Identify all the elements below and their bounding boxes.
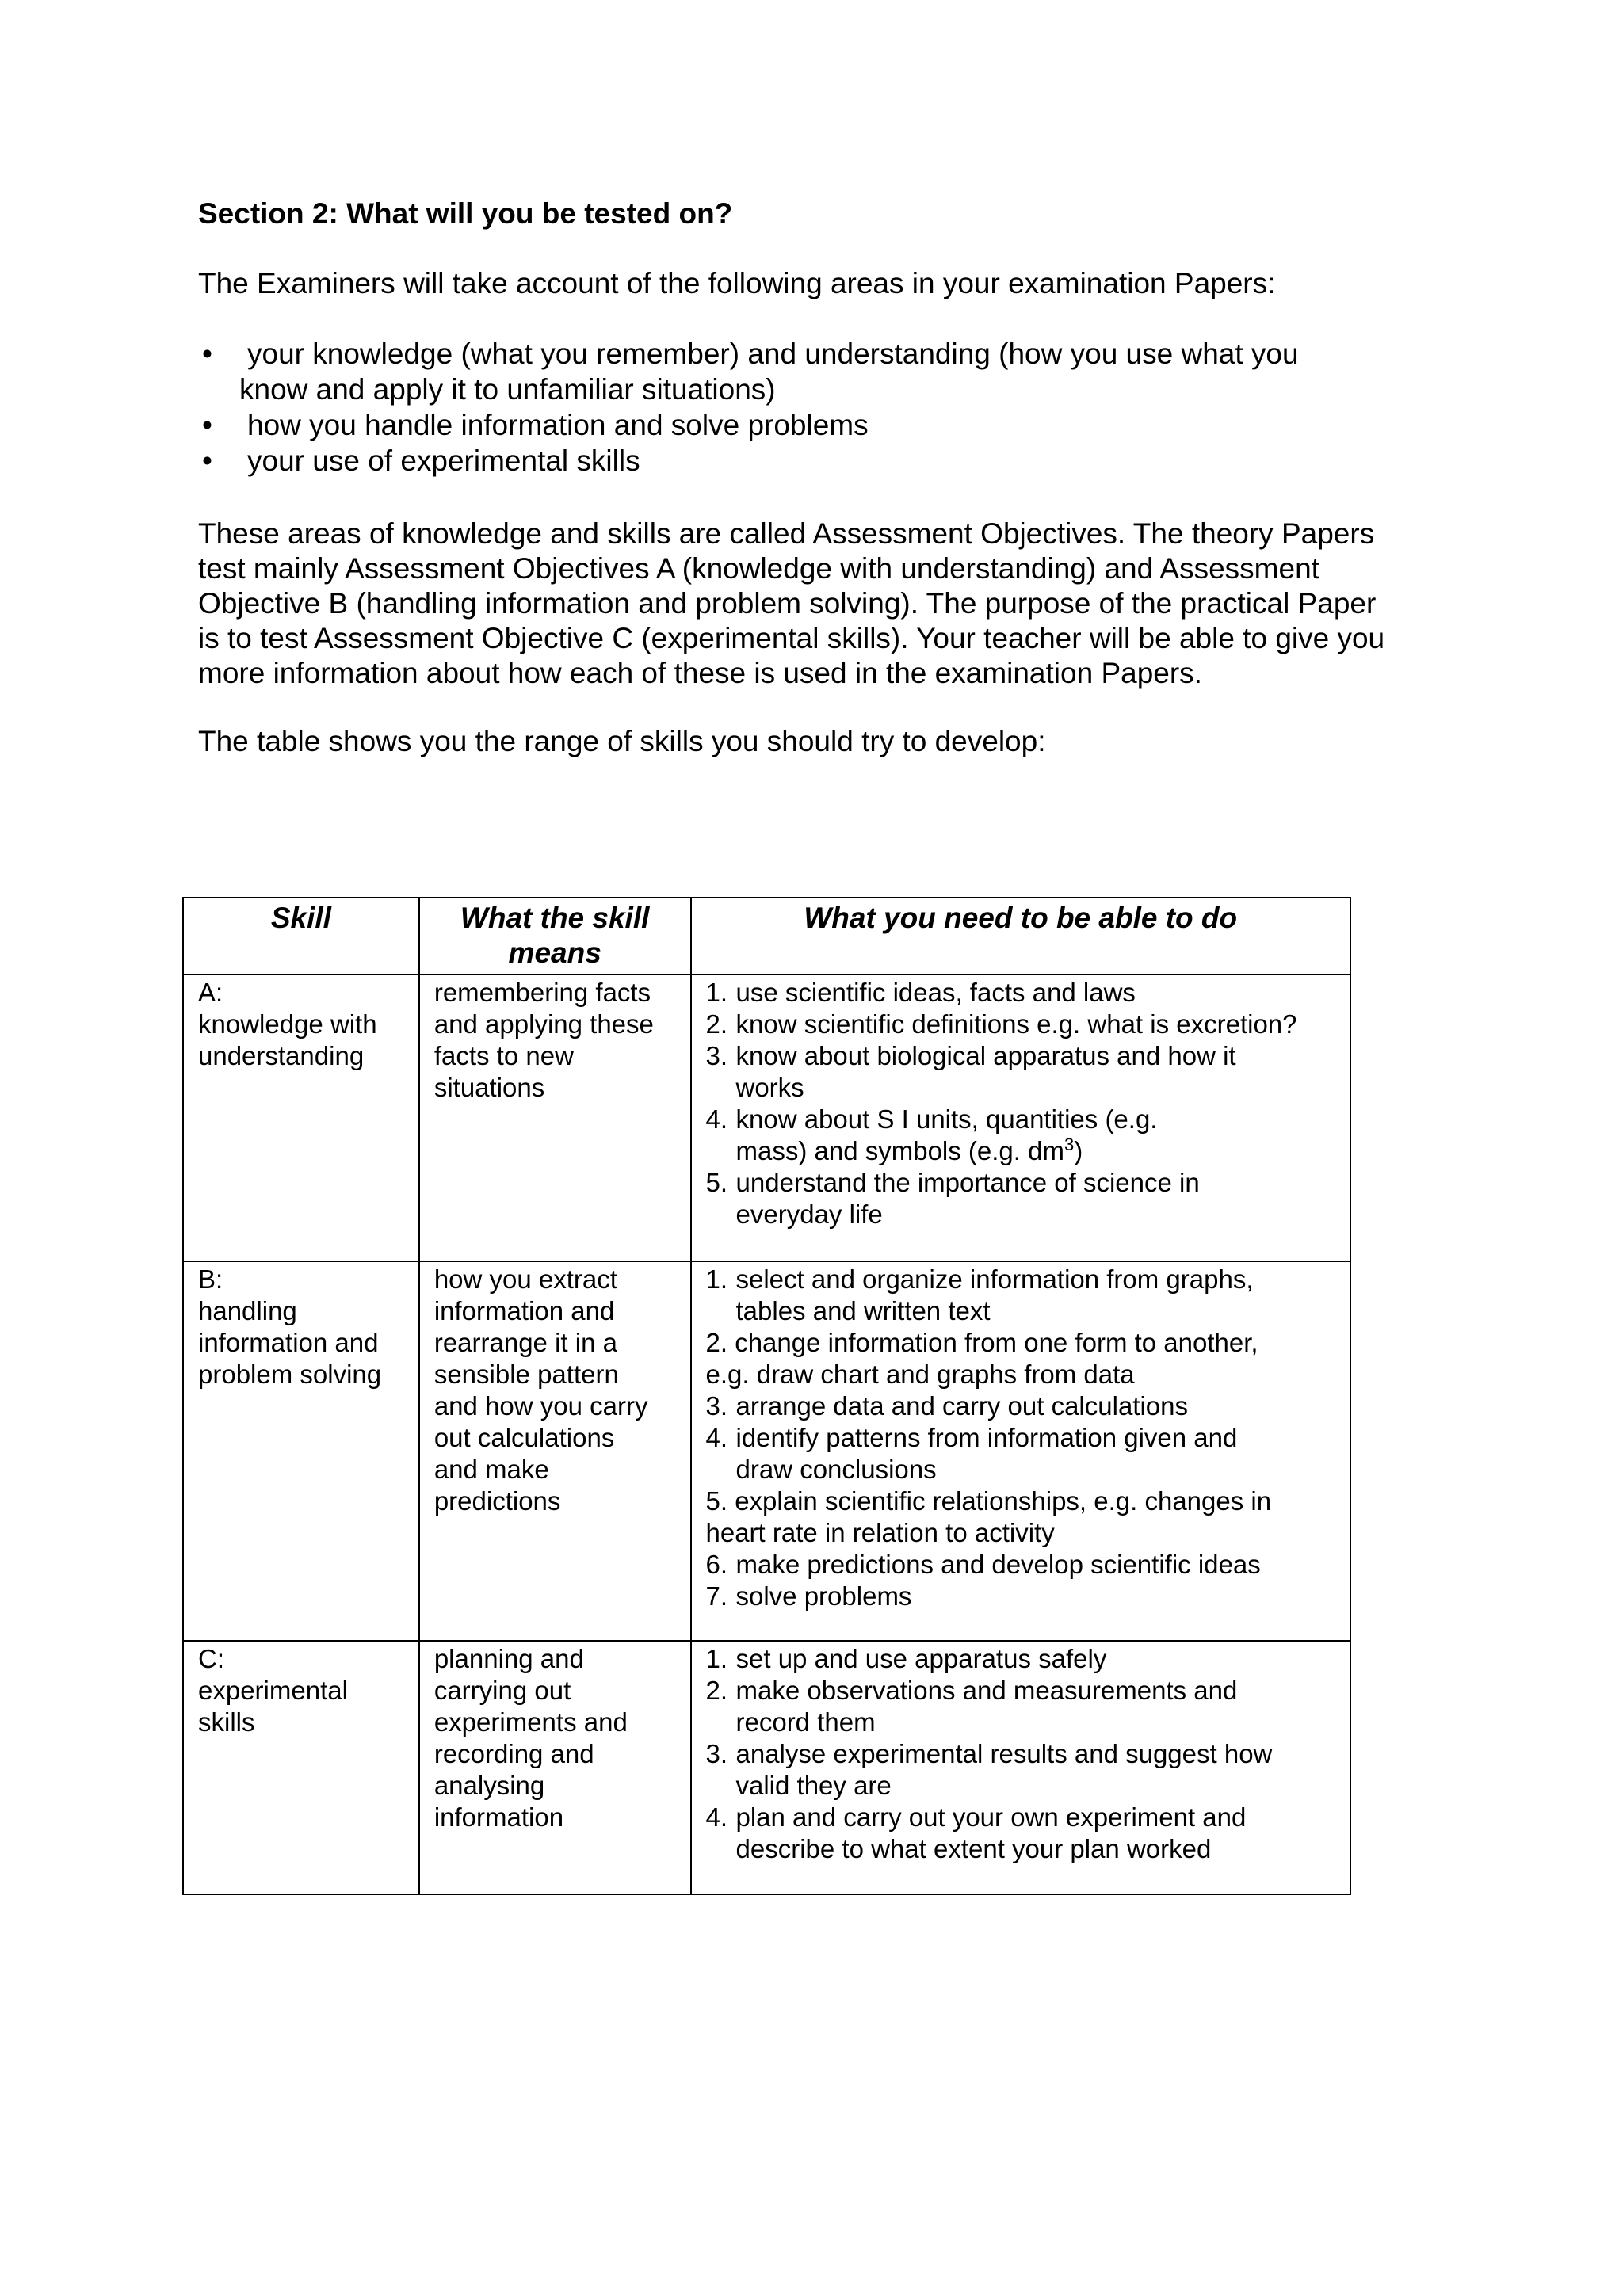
header-what-you-need-to-do: What you need to be able to do (691, 898, 1351, 974)
means-line: analysing (433, 1771, 545, 1800)
todo-text: mass) and symbols (e.g. dm (735, 1136, 1064, 1165)
header-means-line: What the skill (460, 902, 650, 934)
todo-text: identify patterns from information given and (735, 1423, 1238, 1452)
skill-line: C: (198, 1644, 224, 1673)
todo-text: works (735, 1073, 804, 1102)
header-means-line: means (508, 936, 601, 969)
means-line: how you extract (433, 1264, 617, 1294)
section-heading: Section 2: What will you be tested on? (198, 197, 733, 230)
todo-cell (691, 974, 1351, 1261)
todo-item (706, 1264, 1342, 1327)
bullet-text: your use of experimental skills (247, 444, 640, 477)
bullet-text-continued: know and apply it to unfamiliar situations) (239, 373, 776, 406)
todo-item (706, 1327, 1342, 1390)
means-line: rearrange it in a (433, 1328, 617, 1357)
bullet-icon: • (202, 444, 212, 477)
todo-number: 2. (705, 1676, 728, 1705)
means-line: facts to new (433, 1041, 574, 1070)
means-cell (419, 1641, 691, 1894)
table-header-row (183, 898, 1350, 974)
means-line: information and (433, 1296, 615, 1325)
todo-number: 2. (705, 1009, 728, 1039)
todo-text: describe to what extent your plan worked (735, 1834, 1212, 1863)
paragraph-line: These areas of knowledge and skills are called Assessment Objectives. The theory Papers (198, 517, 1375, 550)
todo-item (706, 1802, 1342, 1865)
todo-text: make observations and measurements and (735, 1676, 1238, 1705)
todo-number: 4. (705, 1104, 728, 1134)
skill-line: A: (198, 978, 223, 1007)
todo-item (706, 1581, 1342, 1612)
todo-number: 5. (705, 1486, 728, 1516)
skill-line: knowledge with (198, 1009, 377, 1039)
todo-number: 3. (705, 1391, 728, 1421)
header-skill: Skill (183, 898, 419, 974)
superscript: 3 (1064, 1135, 1075, 1154)
todo-text: analyse experimental results and suggest how (735, 1739, 1273, 1768)
todo-item (706, 977, 1342, 1009)
means-line: and make (433, 1455, 549, 1484)
todo-text: make predictions and develop scientific ideas (735, 1550, 1261, 1579)
todo-text: record them (735, 1707, 876, 1737)
todo-item (706, 1549, 1342, 1581)
todo-number: 7. (705, 1581, 728, 1611)
todo-text: plan and carry out your own experiment and (735, 1802, 1247, 1832)
todo-number: 1. (705, 1264, 728, 1294)
skill-cell (183, 1641, 419, 1894)
todo-text: ) (1074, 1136, 1083, 1165)
todo-number: 1. (705, 978, 728, 1007)
bullet-icon: • (202, 409, 212, 441)
means-line: information (433, 1802, 564, 1832)
skill-line: problem solving (198, 1360, 382, 1389)
header-what-skill-means (419, 898, 691, 974)
todo-text: everyday life (735, 1199, 883, 1229)
skills-table (182, 897, 1351, 1895)
todo-item (706, 1167, 1342, 1230)
bullet-item (198, 407, 1434, 443)
means-cell (419, 974, 691, 1261)
skill-line: skills (198, 1707, 255, 1737)
table-row (183, 1641, 1350, 1894)
todo-number: 3. (705, 1739, 728, 1768)
todo-number: 5. (705, 1168, 728, 1197)
todo-text: understand the importance of science in (735, 1168, 1200, 1197)
todo-text: heart rate in relation to activity (705, 1518, 1055, 1547)
todo-item (706, 1009, 1342, 1040)
todo-number: 3. (705, 1041, 728, 1070)
todo-item (706, 1390, 1342, 1422)
todo-text: solve problems (735, 1581, 912, 1611)
todo-item (706, 1486, 1342, 1549)
objectives-bullet-list (198, 336, 1434, 479)
skill-line: handling (198, 1296, 297, 1325)
intro-text: The Examiners will take account of the following areas in your examination Papers: (198, 267, 1276, 299)
todo-text: set up and use apparatus safely (735, 1644, 1107, 1673)
todo-number: 6. (705, 1550, 728, 1579)
todo-text: explain scientific relationships, e.g. changes in (735, 1486, 1272, 1516)
means-cell (419, 1261, 691, 1641)
table-intro-text: The table shows you the range of skills you should try to develop: (198, 725, 1046, 757)
todo-number: 2. (705, 1328, 728, 1357)
todo-text: select and organize information from graphs, (735, 1264, 1254, 1294)
means-line: experiments and (433, 1707, 628, 1737)
todo-item (706, 1643, 1342, 1675)
bullet-item (198, 443, 1434, 479)
todo-text-with-superscript (736, 1135, 1342, 1167)
todo-cell (691, 1261, 1351, 1641)
skill-line: understanding (198, 1041, 365, 1070)
todo-number: 4. (705, 1802, 728, 1832)
todo-text: know about biological apparatus and how it (735, 1041, 1236, 1070)
table-row (183, 1261, 1350, 1641)
bullet-text: how you handle information and solve problems (247, 409, 869, 441)
means-line: situations (433, 1073, 545, 1102)
means-line: and applying these (433, 1009, 654, 1039)
todo-text: know about S I units, quantities (e.g. (735, 1104, 1158, 1134)
todo-item (706, 1040, 1342, 1104)
paragraph-line: Objective B (handling information and problem solving). The purpose of the practical Paper (198, 587, 1377, 620)
means-line: out calculations (433, 1423, 615, 1452)
bullet-icon: • (202, 338, 212, 370)
todo-text: know scientific definitions e.g. what is excretion? (735, 1009, 1297, 1039)
todo-text: tables and written text (735, 1296, 991, 1325)
means-line: predictions (433, 1486, 561, 1516)
todo-item (706, 1738, 1342, 1802)
todo-cell (691, 1641, 1351, 1894)
todo-text: arrange data and carry out calculations (735, 1391, 1189, 1421)
means-line: carrying out (433, 1676, 571, 1705)
means-line: and how you carry (433, 1391, 648, 1421)
todo-number: 4. (705, 1423, 728, 1452)
todo-text-line (706, 1327, 1342, 1359)
assessment-objectives-paragraph (198, 517, 1458, 691)
skill-line: B: (198, 1264, 223, 1294)
paragraph-line: more information about how each of these is used in the examination Papers. (198, 657, 1202, 689)
todo-text: valid they are (735, 1771, 892, 1800)
means-line: sensible pattern (433, 1360, 619, 1389)
bullet-text: your knowledge (what you remember) and understanding (how you use what you (247, 338, 1299, 370)
todo-item (706, 1422, 1342, 1486)
todo-text: change information from one form to another, (735, 1328, 1258, 1357)
means-line: recording and (433, 1739, 594, 1768)
skill-line: information and (198, 1328, 379, 1357)
todo-text: draw conclusions (735, 1455, 937, 1484)
means-line: remembering facts (433, 978, 651, 1007)
paragraph-line: test mainly Assessment Objectives A (knowledge with understanding) and Assessment (198, 552, 1319, 585)
table-row (183, 974, 1350, 1261)
skill-line: experimental (198, 1676, 348, 1705)
skill-cell (183, 1261, 419, 1641)
means-line: planning and (433, 1644, 584, 1673)
paragraph-line: is to test Assessment Objective C (experimental skills). Your teacher will be able to give you (198, 622, 1385, 654)
skill-cell (183, 974, 419, 1261)
todo-number: 1. (705, 1644, 728, 1673)
todo-item (706, 1104, 1342, 1167)
todo-text-line (706, 1486, 1342, 1517)
todo-text: e.g. draw chart and graphs from data (705, 1360, 1135, 1389)
todo-item (706, 1675, 1342, 1738)
bullet-item (198, 336, 1434, 407)
todo-text: use scientific ideas, facts and laws (735, 978, 1136, 1007)
